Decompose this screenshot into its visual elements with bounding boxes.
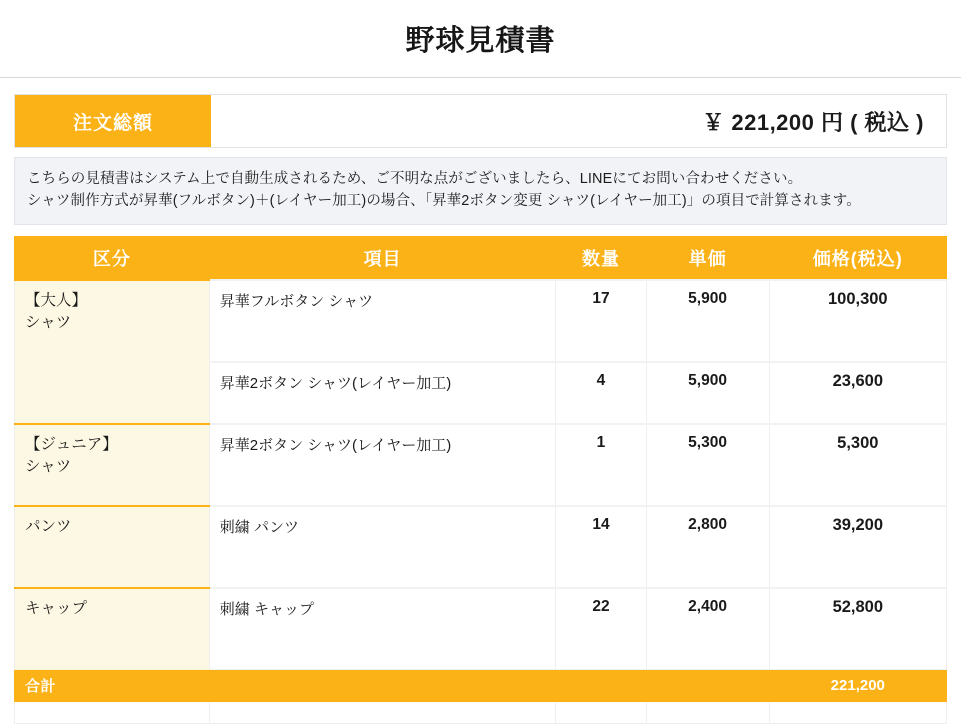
order-total-label: 注文総額 <box>15 95 211 147</box>
cell-qty: 14 <box>556 506 646 588</box>
tail-cell <box>209 702 556 724</box>
column-header-unit-price: 単価 <box>646 236 769 280</box>
cell-unit-price: 5,900 <box>646 280 769 362</box>
tail-cell <box>556 702 646 724</box>
cell-unit-price: 2,400 <box>646 588 769 670</box>
cell-qty: 17 <box>556 280 646 362</box>
table-row <box>15 506 947 588</box>
cell-qty: 1 <box>556 424 646 506</box>
page-title: 野球見積書 <box>405 25 556 57</box>
column-header-kubun: 区分 <box>15 236 210 280</box>
cell-unit-price: 2,800 <box>646 506 769 588</box>
cell-price: 39,200 <box>769 506 946 588</box>
cell-kubun: キャップ <box>15 588 210 670</box>
cell-price: 23,600 <box>769 362 946 424</box>
column-header-item: 項目 <box>209 236 556 280</box>
footer-total-label: 合計 <box>15 670 770 702</box>
cell-kubun: パンツ <box>15 506 210 588</box>
cell-item: 刺繍 キャップ <box>209 588 556 670</box>
table-header-row <box>15 236 947 280</box>
footer-total-value: 221,200 <box>769 670 946 702</box>
order-total-value: ￥ 221,200 円 ( 税込 ) <box>211 95 946 147</box>
cell-price: 100,300 <box>769 280 946 362</box>
table-row <box>15 280 947 362</box>
tail-cell <box>769 702 946 724</box>
tail-cell <box>646 702 769 724</box>
cell-item: 昇華2ボタン シャツ(レイヤー加工) <box>209 424 556 506</box>
cell-price: 52,800 <box>769 588 946 670</box>
cell-price: 5,300 <box>769 424 946 506</box>
table-tail-row <box>15 702 947 724</box>
cell-qty: 22 <box>556 588 646 670</box>
column-header-price: 価格(税込) <box>769 236 946 280</box>
notice-line-2: シャツ制作方式が昇華(フルボタン)＋(レイヤー加工)の場合、「昇華2ボタン変更 シャツ(レイヤー加工)」の項目で計算されます。 <box>27 193 861 210</box>
cell-unit-price: 5,900 <box>646 362 769 424</box>
cell-item: 昇華2ボタン シャツ(レイヤー加工) <box>209 362 556 424</box>
table-row <box>15 588 947 670</box>
cell-unit-price: 5,300 <box>646 424 769 506</box>
estimate-table <box>14 236 947 724</box>
column-header-qty: 数量 <box>556 236 646 280</box>
cell-kubun: 【大人】 シャツ <box>15 280 210 424</box>
title-bar <box>0 0 961 78</box>
table-row <box>15 424 947 506</box>
cell-item: 刺繍 パンツ <box>209 506 556 588</box>
notice-line-1: こちらの見積書はシステム上で自動生成されるため、ご不明な点がございましたら、LINEにてお問い合わせください。 <box>27 171 803 187</box>
cell-qty: 4 <box>556 362 646 424</box>
order-total-row <box>14 94 947 148</box>
cell-item: 昇華フルボタン シャツ <box>209 280 556 362</box>
tail-cell <box>15 702 210 724</box>
table-footer-row <box>15 670 947 702</box>
notice-box <box>14 157 947 225</box>
cell-kubun: 【ジュニア】 シャツ <box>15 424 210 506</box>
